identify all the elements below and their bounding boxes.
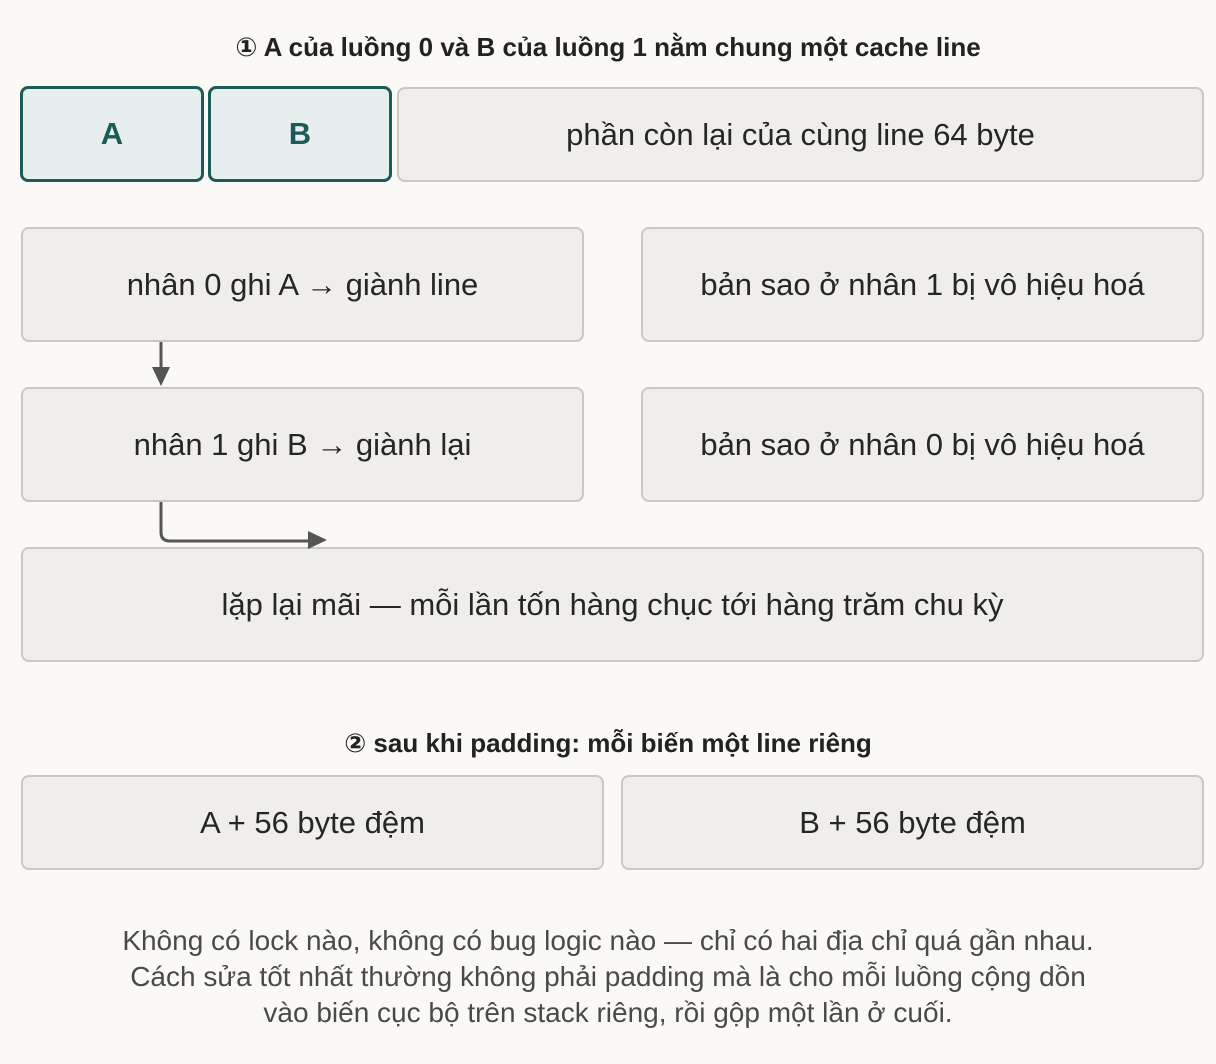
- core0-write-step: nhân 0 ghi A → giành line: [21, 227, 584, 342]
- footnote-line-2: Cách sửa tốt nhất thường không phải padding mà là cho mỗi luồng cộng dồn: [130, 961, 1086, 992]
- variable-a-cell: A: [20, 86, 204, 182]
- footnote: [0, 923, 1216, 1031]
- variable-b-cell: B: [208, 86, 392, 182]
- padded-a-cell: A + 56 byte đệm: [21, 775, 604, 870]
- arrow-core0-to-core1: [152, 342, 170, 386]
- repeat-cost-step: lặp lại mãi — mỗi lần tốn hàng chục tới hàng trăm chu kỳ: [21, 547, 1204, 662]
- footnote-line-1: Không có lock nào, không có bug logic nào — chỉ có hai địa chỉ quá gần nhau.: [122, 925, 1094, 956]
- padded-b-cell: B + 56 byte đệm: [621, 775, 1204, 870]
- cache-line-rest-cell: phần còn lại của cùng line 64 byte: [397, 87, 1204, 182]
- arrow-core1-to-repeat: [161, 502, 327, 549]
- footnote-line-3: vào biến cục bộ trên stack riêng, rồi gộp một lần ở cuối.: [263, 997, 953, 1028]
- section1-title: ① A của luồng 0 và B của luồng 1 nằm chung một cache line: [235, 32, 981, 62]
- core1-write-step: nhân 1 ghi B → giành lại: [21, 387, 584, 502]
- core0-invalidated-step: bản sao ở nhân 0 bị vô hiệu hoá: [641, 387, 1204, 502]
- section2-title: ② sau khi padding: mỗi biến một line riêng: [344, 728, 872, 758]
- core1-invalidated-step: bản sao ở nhân 1 bị vô hiệu hoá: [641, 227, 1204, 342]
